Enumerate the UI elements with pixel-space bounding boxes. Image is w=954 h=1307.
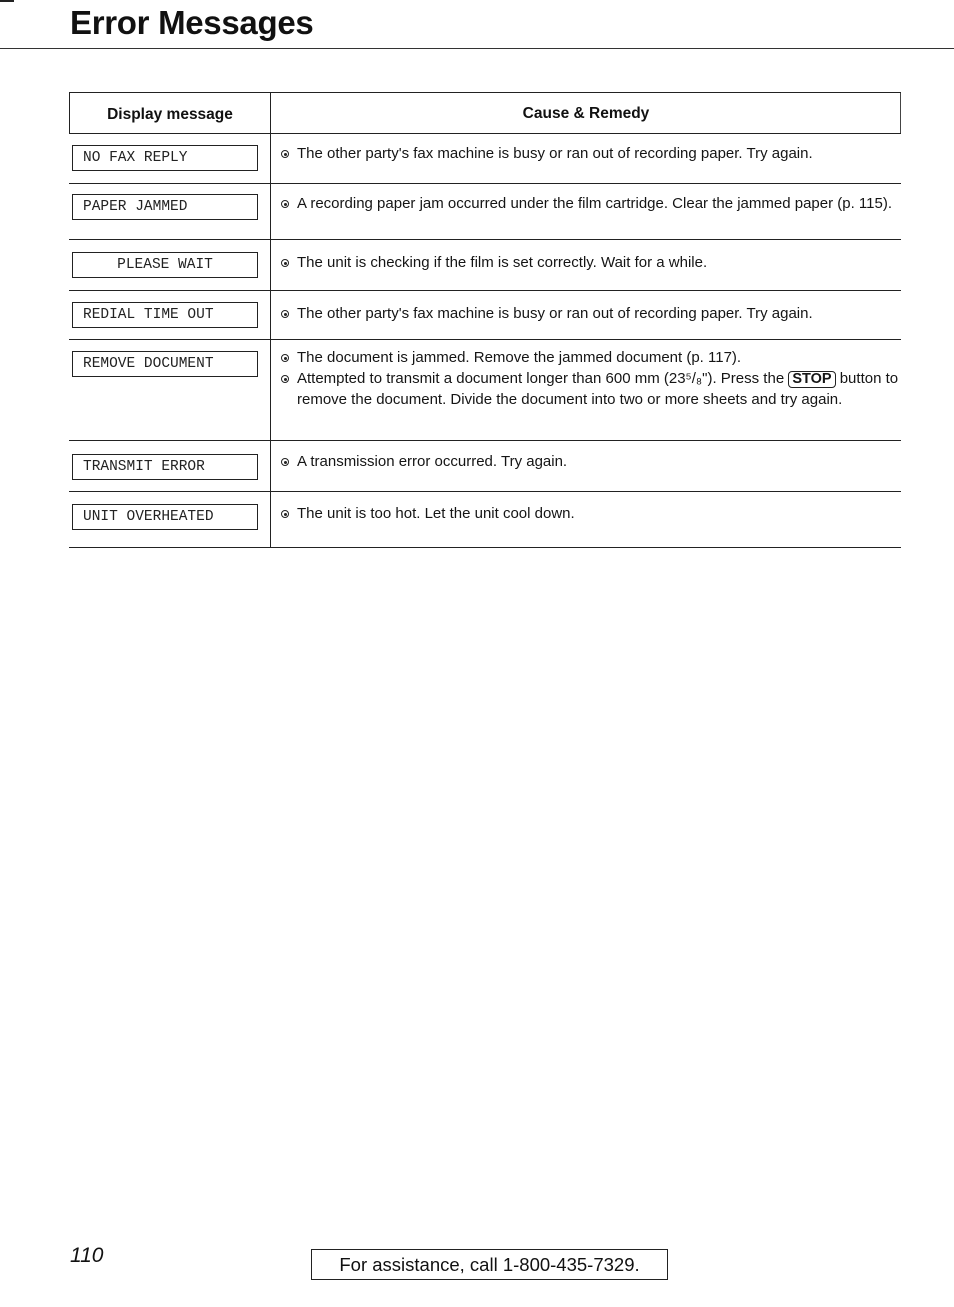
display-message-box: PAPER JAMMED: [72, 194, 258, 220]
remedy-cell: [271, 441, 901, 491]
remedy-text: The unit is too hot. Let the unit cool down.: [297, 505, 575, 522]
bullet-icon: [281, 259, 289, 267]
remedy-cell: [271, 291, 901, 339]
remedy-item: [281, 503, 901, 524]
column-header-cause-remedy: Cause & Remedy: [522, 105, 650, 122]
display-message-box: PLEASE WAIT: [72, 252, 258, 278]
error-messages-table: [69, 92, 901, 548]
assistance-phone-box: For assistance, call 1-800-435-7329.: [311, 1249, 668, 1280]
remedy-text: A recording paper jam occurred under the film cartridge. Clear the jammed paper (p. 115).: [297, 195, 893, 212]
table-header: [69, 92, 901, 134]
remedy-cell: [271, 184, 901, 239]
page-number: 110: [70, 1244, 104, 1267]
bullet-icon: [281, 354, 289, 362]
bullet-icon: [281, 310, 289, 318]
table-row: [69, 291, 901, 340]
display-cell: [69, 291, 271, 339]
bullet-icon: [281, 458, 289, 466]
page-title: Error Messages: [70, 4, 314, 41]
stop-key-label: STOP: [788, 371, 835, 388]
display-message-box: REMOVE DOCUMENT: [72, 351, 258, 377]
remedy-text: The other party's fax machine is busy or ran out of recording paper. Try again.: [297, 305, 813, 322]
remedy-cell: [271, 492, 901, 547]
table-row: [69, 134, 901, 184]
corner-mark: [0, 0, 14, 2]
remedy-cell: [271, 134, 901, 183]
bullet-icon: [281, 200, 289, 208]
remedy-text: The document is jammed. Remove the jammed document (p. 117).: [297, 349, 742, 366]
table-row: [69, 184, 901, 240]
bullet-icon: [281, 150, 289, 158]
header-edge-tick: [900, 93, 901, 133]
title-rule: [0, 48, 954, 49]
remedy-item: [281, 143, 901, 164]
remedy-item: [281, 252, 901, 273]
remedy-item: [281, 303, 901, 324]
display-message-box: NO FAX REPLY: [72, 145, 258, 171]
remedy-text: The other party's fax machine is busy or ran out of recording paper. Try again.: [297, 145, 813, 162]
remedy-item: [281, 193, 901, 214]
remedy-item: [281, 451, 901, 472]
column-header-display-message: Display message: [70, 93, 271, 133]
display-cell: [69, 240, 271, 290]
display-message-box: UNIT OVERHEATED: [72, 504, 258, 530]
display-message-box: REDIAL TIME OUT: [72, 302, 258, 328]
remedy-text: The unit is checking if the film is set correctly. Wait for a while.: [297, 254, 708, 271]
table-row: [69, 492, 901, 548]
display-message-box: TRANSMIT ERROR: [72, 454, 258, 480]
remedy-text: A transmission error occurred. Try again.: [297, 453, 568, 470]
display-cell: [69, 441, 271, 491]
display-cell: [69, 184, 271, 239]
remedy-cell: [271, 240, 901, 290]
table-row: [69, 240, 901, 291]
remedy-item: [281, 347, 901, 368]
display-cell: [69, 340, 271, 440]
remedy-item: [281, 368, 901, 410]
table-row: [69, 340, 901, 441]
display-cell: [69, 134, 271, 183]
bullet-icon: [281, 510, 289, 518]
bullet-icon: [281, 375, 289, 383]
remedy-text-after-key: button to remove the document. Divide the document into two or more sheets and try again.: [297, 370, 899, 408]
remedy-cell: [271, 340, 901, 440]
display-cell: [69, 492, 271, 547]
remedy-text-before-key: Attempted to transmit a document longer than 600 mm (23⁵/₈"). Press the: [297, 370, 789, 387]
table-row: [69, 441, 901, 492]
